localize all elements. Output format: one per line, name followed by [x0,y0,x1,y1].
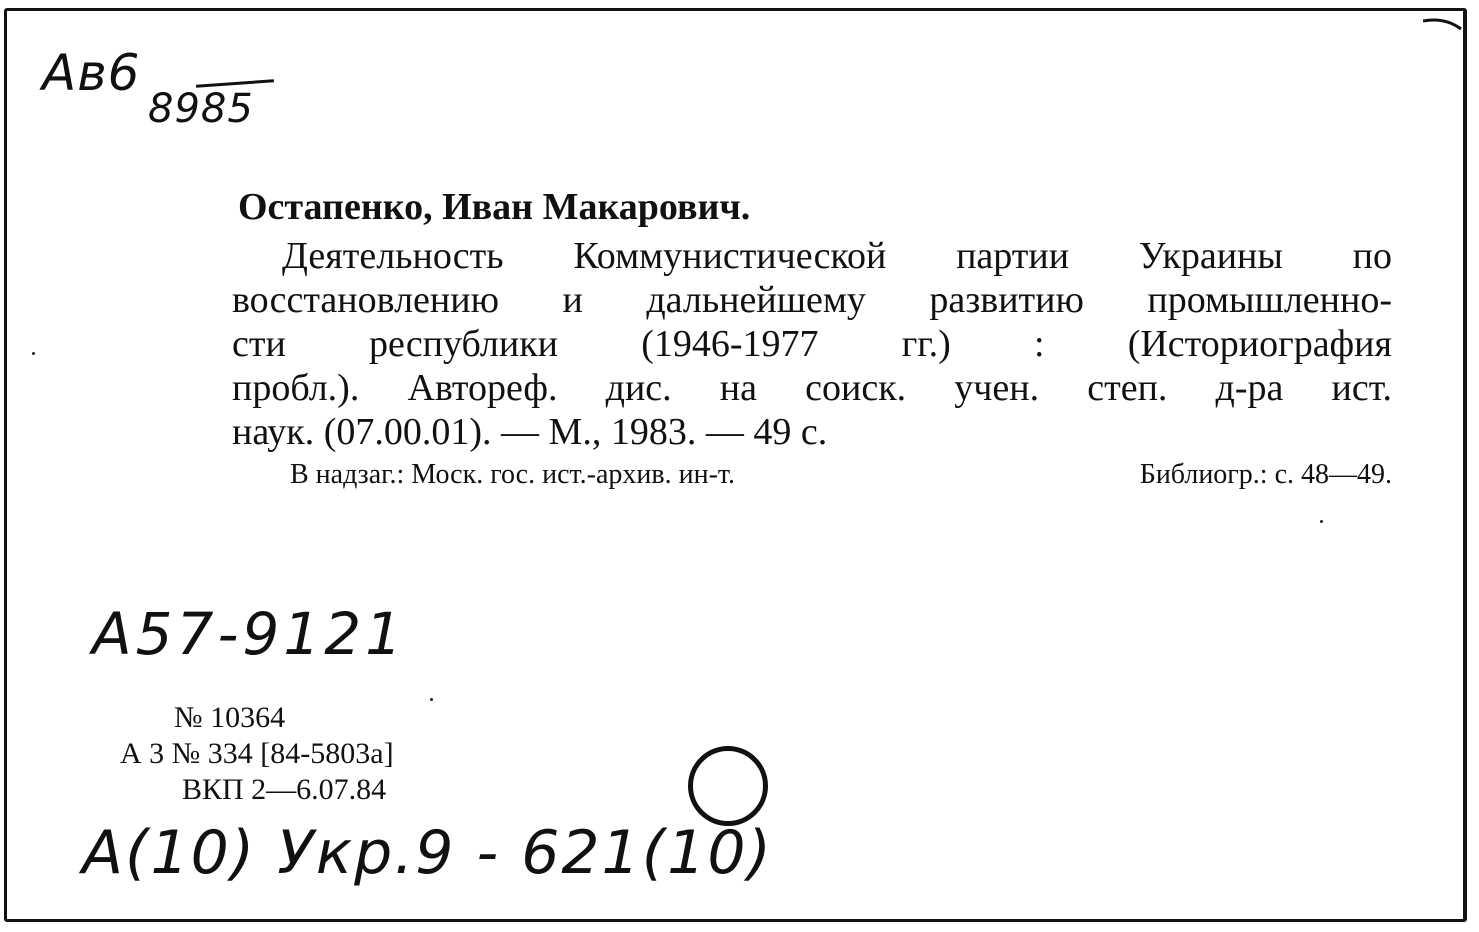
scan-speck [32,352,35,355]
author-heading: Остапенко, Иван Макарович. [238,186,751,228]
handwritten-classification: A(10) Укр.9 - 621(10) [82,818,773,888]
shelf-mark-prefix: Aв6 [42,44,141,102]
title-line: пробл.). Автореф. дис. на соиск. учен. степ. д-ра ист. [232,367,1392,409]
title-line: Деятельность Коммунистической партии Украины по [282,235,1392,277]
punch-hole-icon [688,746,768,826]
institution-note: В надзаг.: Моск. гос. ист.-архив. ин-т. [290,459,736,490]
handwritten-call-number: A57-9121 [92,600,407,668]
shelf-mark-number: 8985 [148,86,254,132]
title-line: сти республики (1946-1977 гг.) : (Историография [232,323,1392,365]
scan-speck [1320,520,1323,523]
registry-number: № 10364 [174,701,286,734]
registry-line-3: ВКП 2—6.07.84 [182,773,387,806]
title-description [232,234,1392,454]
notes-line [232,456,1392,494]
registry-line-2: А 3 № 334 [84-5803а] [120,737,394,770]
corner-fold-mark [1423,15,1463,45]
scan-speck [430,698,433,701]
title-line: наук. (07.00.01). — М., 1983. — 49 с. [232,411,828,453]
registry-block [120,700,394,808]
title-line: восстановлению и дальнейшему развитию промышленно- [232,279,1392,321]
bibliographic-entry [232,182,1392,494]
bibliography-note: Библиогр.: с. 48—49. [1139,459,1392,490]
